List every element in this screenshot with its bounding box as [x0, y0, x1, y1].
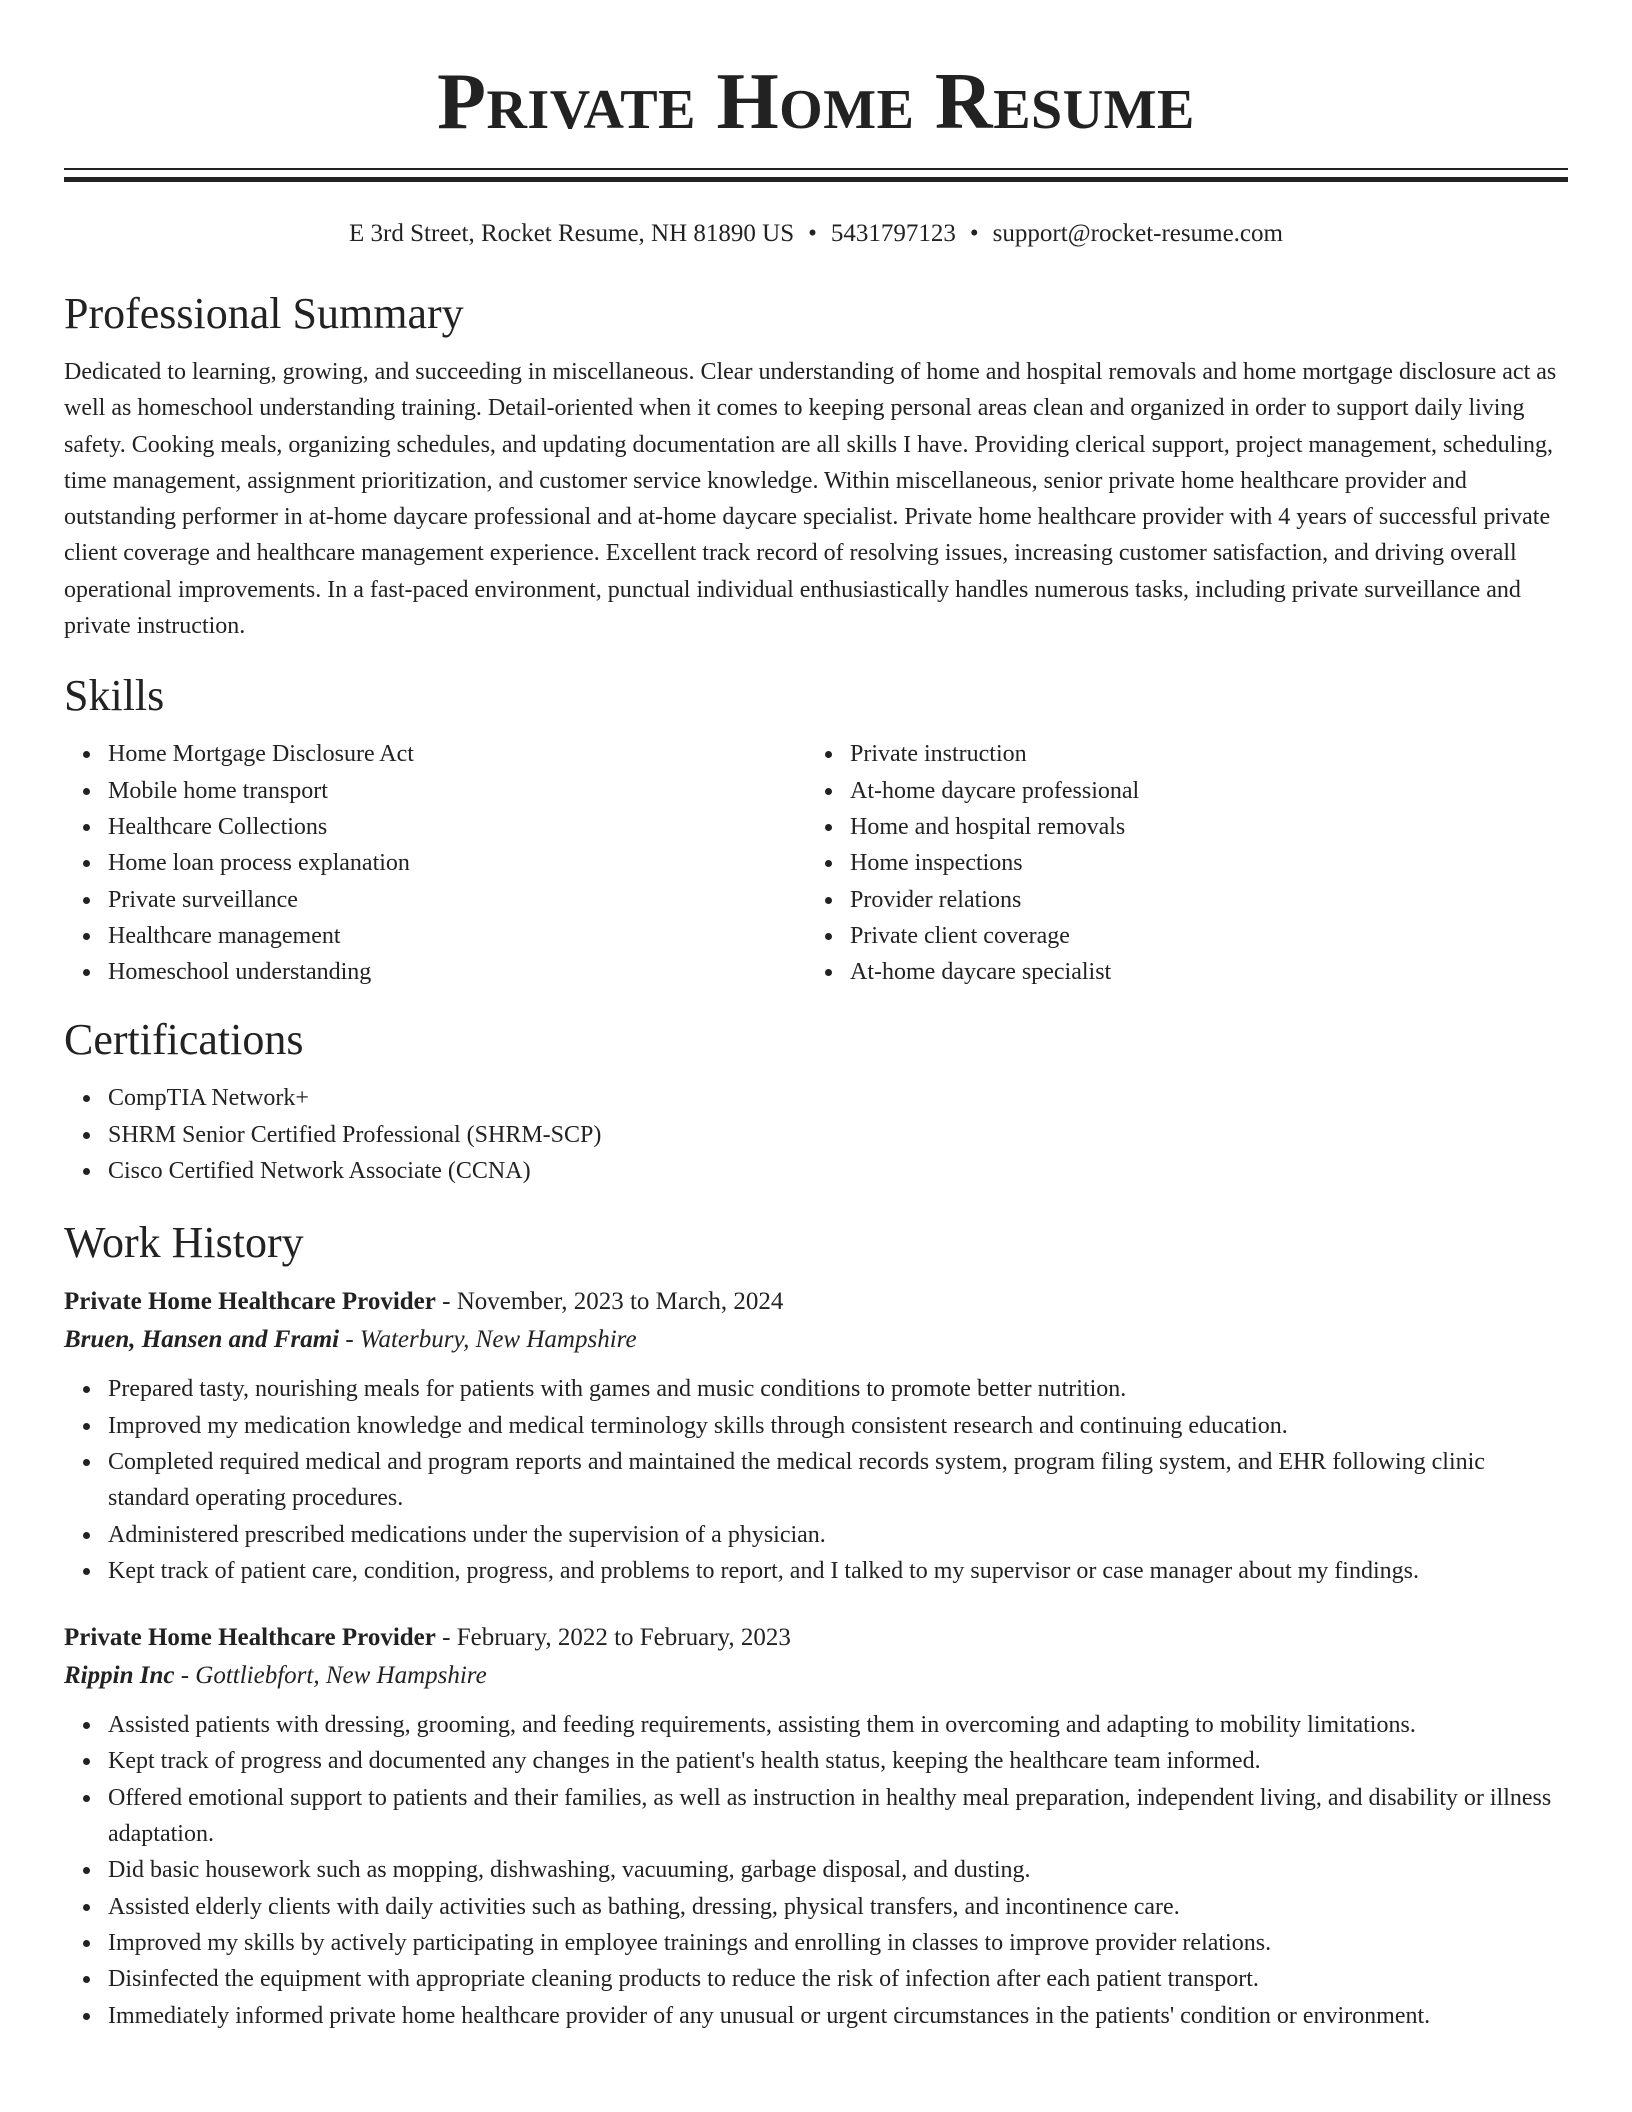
- skill-item: Healthcare Collections: [64, 809, 806, 845]
- certification-item: SHRM Senior Certified Professional (SHRM-SCP): [64, 1117, 1568, 1153]
- job-entry: [64, 1283, 1568, 1589]
- title-divider-thick: [64, 177, 1568, 182]
- skills-column-right: [806, 736, 1548, 990]
- skill-item: Home Mortgage Disclosure Act: [64, 736, 806, 772]
- job-duty-item: Improved my skills by actively participating in employee trainings and enrolling in classes to improve provider relations.: [64, 1925, 1568, 1961]
- job-title: Private Home Healthcare Provider: [64, 1288, 436, 1316]
- certifications-heading: Certifications: [64, 1015, 304, 1065]
- contact-line: [64, 216, 1568, 252]
- job-duty-item: Administered prescribed medications under the supervision of a physician.: [64, 1517, 1568, 1553]
- work-history-heading: Work History: [64, 1218, 304, 1268]
- job-entry: [64, 1619, 1568, 2034]
- job-dates: - February, 2022 to February, 2023: [435, 1624, 791, 1652]
- job-title-line: [64, 1283, 1568, 1321]
- job-duty-item: Improved my medication knowledge and medical terminology skills through consistent research and continuing education.: [64, 1408, 1568, 1444]
- job-duty-item: Disinfected the equipment with appropriate cleaning products to reduce the risk of infection after each patient transport.: [64, 1961, 1568, 1997]
- skill-item: Mobile home transport: [64, 773, 806, 809]
- certifications-list: [64, 1080, 1568, 1189]
- job-duty-item: Assisted patients with dressing, grooming, and feeding requirements, assisting them in overcoming and adapting to mobility limitations.: [64, 1707, 1568, 1743]
- summary-text: Dedicated to learning, growing, and succeeding in miscellaneous. Clear understanding of home and hospital removals and home mortgage disclosure act as well as homeschool understanding training. Detail-oriented when it comes to keeping personal areas clean and organized in order to support daily living safety. Cooking meals, organizing schedules, and updating documentation are all skills I have. Providing clerical support, project management, scheduling, time management, assignment prioritization, and customer service knowledge. Within miscellaneous, senior private home healthcare provider and outstanding performer in at-home daycare professional and at-home daycare specialist. Private home healthcare provider with 4 years of successful private client coverage and healthcare management experience. Excellent track record of resolving issues, increasing customer satisfaction, and driving overall operational improvements. In a fast-paced environment, punctual individual enthusiastically handles numerous tasks, including private surveillance and private instruction.: [64, 359, 1557, 640]
- skill-item: Provider relations: [806, 882, 1548, 918]
- skills-column-left: [64, 736, 806, 990]
- skill-item: Home inspections: [806, 845, 1548, 881]
- certification-item: Cisco Certified Network Associate (CCNA): [64, 1153, 1568, 1189]
- job-location: - Waterbury, New Hampshire: [339, 1326, 637, 1354]
- contact-separator: •: [969, 220, 979, 247]
- job-duties-list: [64, 1707, 1568, 2034]
- contact-separator: •: [808, 220, 817, 247]
- skill-item: Healthcare management: [64, 918, 806, 954]
- job-duty-item: Kept track of progress and documented any changes in the patient's health status, keeping the healthcare team informed.: [64, 1743, 1568, 1779]
- resume-title: Private Home Resume: [437, 58, 1195, 146]
- skill-item: Private instruction: [806, 736, 1548, 772]
- contact-email: support@rocket-resume.com: [992, 220, 1283, 247]
- certification-item: CompTIA Network+: [64, 1080, 1568, 1116]
- skill-item: Homeschool understanding: [64, 954, 806, 990]
- job-duty-item: Kept track of patient care, condition, progress, and problems to report, and I talked to my supervisor or case manager about my findings.: [64, 1553, 1568, 1589]
- skill-item: At-home daycare specialist: [806, 954, 1548, 990]
- skill-item: At-home daycare professional: [806, 773, 1548, 809]
- job-duties-list: [64, 1371, 1568, 1589]
- job-company-line: [64, 1321, 1568, 1359]
- contact-address: E 3rd Street, Rocket Resume, NH 81890 US: [349, 220, 795, 247]
- job-company: Bruen, Hansen and Frami: [64, 1326, 340, 1354]
- job-company-line: [64, 1657, 1568, 1695]
- job-location: - Gottliebfort, New Hampshire: [174, 1662, 487, 1690]
- job-duty-item: Completed required medical and program reports and maintained the medical records system, program filing system, and EHR following clinic standard operating procedures.: [64, 1444, 1568, 1517]
- skills-grid: [64, 736, 1568, 990]
- skill-item: Home loan process explanation: [64, 845, 806, 881]
- skill-item: Private client coverage: [806, 918, 1548, 954]
- job-dates: - November, 2023 to March, 2024: [435, 1288, 784, 1316]
- skill-item: Home and hospital removals: [806, 809, 1548, 845]
- job-duty-item: Prepared tasty, nourishing meals for patients with games and music conditions to promote better nutrition.: [64, 1371, 1568, 1407]
- skill-item: Private surveillance: [64, 882, 806, 918]
- skills-heading: Skills: [64, 671, 165, 721]
- job-duty-item: Offered emotional support to patients and their families, as well as instruction in healthy meal preparation, independent living, and disability or illness adaptation.: [64, 1780, 1568, 1853]
- job-duty-item: Immediately informed private home healthcare provider of any unusual or urgent circumstances in the patients' condition or environment.: [64, 1998, 1568, 2034]
- job-duty-item: Did basic housework such as mopping, dishwashing, vacuuming, garbage disposal, and dusting.: [64, 1852, 1568, 1888]
- job-title: Private Home Healthcare Provider: [64, 1624, 436, 1652]
- contact-phone: 5431797123: [830, 220, 956, 247]
- job-duty-item: Assisted elderly clients with daily activities such as bathing, dressing, physical transfers, and incontinence care.: [64, 1889, 1568, 1925]
- summary-heading: Professional Summary: [64, 289, 464, 338]
- job-title-line: [64, 1619, 1568, 1657]
- title-divider-thin: [64, 168, 1568, 170]
- job-company: Rippin Inc: [64, 1662, 175, 1690]
